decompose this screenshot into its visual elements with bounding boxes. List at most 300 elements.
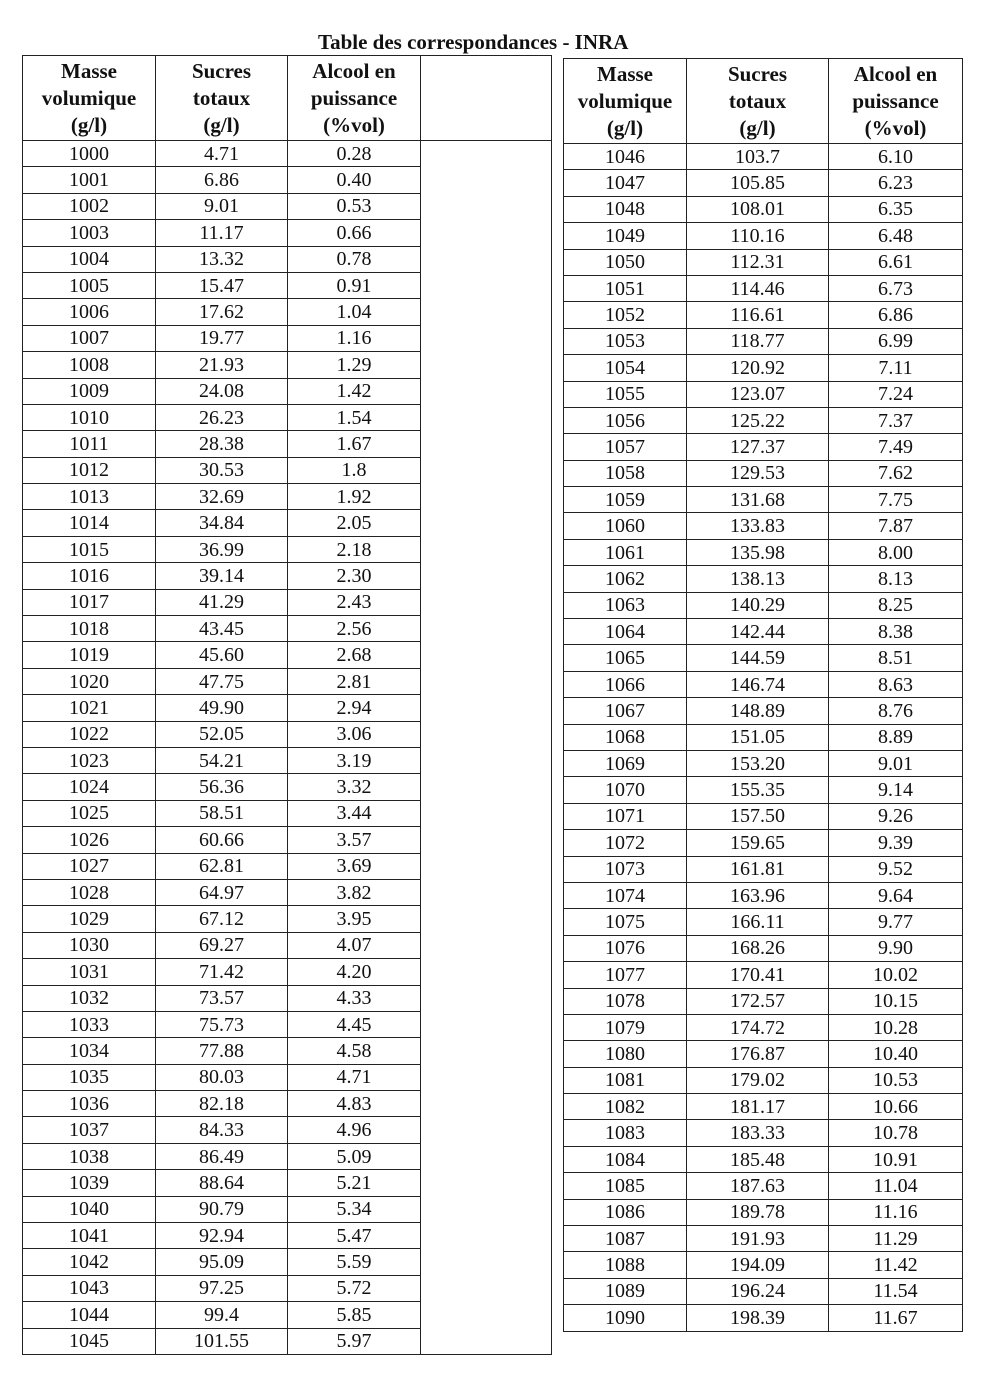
cell-masse-volumique: 1037 — [23, 1117, 156, 1143]
table-row — [564, 381, 963, 407]
cell-sucres-totaux: 54.21 — [156, 747, 288, 773]
cell-masse-volumique: 1007 — [23, 325, 156, 351]
cell-masse-volumique: 1071 — [564, 803, 687, 829]
cell-masse-volumique: 1042 — [23, 1249, 156, 1275]
cell-alcool-puissance: 11.67 — [829, 1305, 963, 1331]
cell-alcool-puissance: 4.45 — [288, 1011, 421, 1037]
header-line: Alcool en — [853, 61, 938, 86]
cell-alcool-puissance: 7.62 — [829, 460, 963, 486]
cell-sucres-totaux: 189.78 — [687, 1199, 829, 1225]
cell-alcool-puissance: 5.47 — [288, 1223, 421, 1249]
table-row — [564, 724, 963, 750]
cell-alcool-puissance: 4.07 — [288, 932, 421, 958]
cell-alcool-puissance: 9.01 — [829, 750, 963, 776]
cell-sucres-totaux: 11.17 — [156, 220, 288, 246]
cell-sucres-totaux: 71.42 — [156, 959, 288, 985]
cell-alcool-puissance: 5.72 — [288, 1275, 421, 1301]
table-row — [564, 935, 963, 961]
cell-alcool-puissance: 9.64 — [829, 882, 963, 908]
table-row — [564, 249, 963, 275]
blank-column-divider — [420, 140, 552, 141]
header-line: (%vol) — [323, 112, 385, 137]
table-row — [23, 1328, 421, 1354]
cell-masse-volumique: 1065 — [564, 645, 687, 671]
cell-sucres-totaux: 64.97 — [156, 879, 288, 905]
cell-sucres-totaux: 97.25 — [156, 1275, 288, 1301]
cell-sucres-totaux: 82.18 — [156, 1091, 288, 1117]
table-row — [564, 962, 963, 988]
table-row — [23, 747, 421, 773]
cell-masse-volumique: 1017 — [23, 589, 156, 615]
table-row — [23, 457, 421, 483]
table-row — [564, 671, 963, 697]
cell-alcool-puissance: 9.90 — [829, 935, 963, 961]
table-row — [23, 1117, 421, 1143]
cell-alcool-puissance: 9.52 — [829, 856, 963, 882]
cell-alcool-puissance: 6.73 — [829, 275, 963, 301]
table-row — [564, 1305, 963, 1331]
table-row — [564, 988, 963, 1014]
cell-alcool-puissance: 2.68 — [288, 642, 421, 668]
cell-alcool-puissance: 1.42 — [288, 378, 421, 404]
cell-sucres-totaux: 114.46 — [687, 275, 829, 301]
cell-alcool-puissance: 4.58 — [288, 1038, 421, 1064]
cell-sucres-totaux: 140.29 — [687, 592, 829, 618]
cell-sucres-totaux: 15.47 — [156, 272, 288, 298]
cell-sucres-totaux: 157.50 — [687, 803, 829, 829]
cell-alcool-puissance: 10.15 — [829, 988, 963, 1014]
cell-masse-volumique: 1008 — [23, 352, 156, 378]
cell-alcool-puissance: 9.14 — [829, 777, 963, 803]
table-row — [23, 272, 421, 298]
cell-alcool-puissance: 3.82 — [288, 879, 421, 905]
cell-alcool-puissance: 8.76 — [829, 698, 963, 724]
cell-masse-volumique: 1085 — [564, 1173, 687, 1199]
cell-alcool-puissance: 6.10 — [829, 144, 963, 170]
cell-sucres-totaux: 13.32 — [156, 246, 288, 272]
cell-sucres-totaux: 88.64 — [156, 1170, 288, 1196]
cell-sucres-totaux: 41.29 — [156, 589, 288, 615]
cell-masse-volumique: 1066 — [564, 671, 687, 697]
table-row — [23, 484, 421, 510]
cell-sucres-totaux: 198.39 — [687, 1305, 829, 1331]
cell-sucres-totaux: 99.4 — [156, 1302, 288, 1328]
cell-masse-volumique: 1002 — [23, 193, 156, 219]
cell-sucres-totaux: 131.68 — [687, 487, 829, 513]
table-row — [23, 167, 421, 193]
table-row — [564, 1278, 963, 1304]
cell-masse-volumique: 1044 — [23, 1302, 156, 1328]
cell-sucres-totaux: 67.12 — [156, 906, 288, 932]
table-row — [23, 906, 421, 932]
cell-sucres-totaux: 135.98 — [687, 539, 829, 565]
cell-alcool-puissance: 4.71 — [288, 1064, 421, 1090]
cell-alcool-puissance: 3.06 — [288, 721, 421, 747]
cell-sucres-totaux: 24.08 — [156, 378, 288, 404]
cell-sucres-totaux: 75.73 — [156, 1011, 288, 1037]
header-alcool-puissance — [829, 59, 963, 144]
cell-masse-volumique: 1075 — [564, 909, 687, 935]
table-row — [23, 563, 421, 589]
header-line: (g/l) — [739, 115, 776, 140]
cell-sucres-totaux: 187.63 — [687, 1173, 829, 1199]
cell-sucres-totaux: 123.07 — [687, 381, 829, 407]
table-row — [564, 1120, 963, 1146]
table-row — [23, 721, 421, 747]
table-row — [564, 355, 963, 381]
table-row — [564, 909, 963, 935]
cell-sucres-totaux: 28.38 — [156, 431, 288, 457]
cell-sucres-totaux: 21.93 — [156, 352, 288, 378]
cell-sucres-totaux: 153.20 — [687, 750, 829, 776]
cell-masse-volumique: 1060 — [564, 513, 687, 539]
table-row — [23, 959, 421, 985]
table-row — [23, 800, 421, 826]
table-row — [23, 695, 421, 721]
table-row — [23, 879, 421, 905]
header-alcool-puissance — [288, 56, 421, 141]
cell-masse-volumique: 1027 — [23, 853, 156, 879]
cell-sucres-totaux: 60.66 — [156, 827, 288, 853]
cell-alcool-puissance: 9.77 — [829, 909, 963, 935]
cell-masse-volumique: 1025 — [23, 800, 156, 826]
cell-sucres-totaux: 4.71 — [156, 141, 288, 167]
cell-sucres-totaux: 77.88 — [156, 1038, 288, 1064]
header-line: Masse — [61, 58, 117, 83]
table-row — [23, 193, 421, 219]
cell-alcool-puissance: 9.39 — [829, 830, 963, 856]
table-row — [564, 750, 963, 776]
cell-alcool-puissance: 6.35 — [829, 196, 963, 222]
cell-sucres-totaux: 163.96 — [687, 882, 829, 908]
cell-sucres-totaux: 84.33 — [156, 1117, 288, 1143]
cell-masse-volumique: 1087 — [564, 1226, 687, 1252]
cell-masse-volumique: 1029 — [23, 906, 156, 932]
cell-masse-volumique: 1070 — [564, 777, 687, 803]
cell-masse-volumique: 1074 — [564, 882, 687, 908]
cell-masse-volumique: 1050 — [564, 249, 687, 275]
table-row — [23, 141, 421, 167]
cell-masse-volumique: 1089 — [564, 1278, 687, 1304]
cell-masse-volumique: 1061 — [564, 539, 687, 565]
cell-alcool-puissance: 5.21 — [288, 1170, 421, 1196]
cell-alcool-puissance: 5.85 — [288, 1302, 421, 1328]
table-row — [23, 404, 421, 430]
table-row — [564, 434, 963, 460]
cell-masse-volumique: 1013 — [23, 484, 156, 510]
table-row — [564, 223, 963, 249]
cell-masse-volumique: 1005 — [23, 272, 156, 298]
cell-sucres-totaux: 105.85 — [687, 170, 829, 196]
cell-sucres-totaux: 170.41 — [687, 962, 829, 988]
cell-alcool-puissance: 4.83 — [288, 1091, 421, 1117]
cell-alcool-puissance: 8.63 — [829, 671, 963, 697]
table-row — [564, 1252, 963, 1278]
table-row — [564, 144, 963, 170]
table-row — [23, 1038, 421, 1064]
cell-sucres-totaux: 39.14 — [156, 563, 288, 589]
cell-alcool-puissance: 7.11 — [829, 355, 963, 381]
table-row — [23, 985, 421, 1011]
table-row — [23, 1249, 421, 1275]
cell-sucres-totaux: 34.84 — [156, 510, 288, 536]
cell-sucres-totaux: 127.37 — [687, 434, 829, 460]
cell-masse-volumique: 1059 — [564, 487, 687, 513]
cell-masse-volumique: 1009 — [23, 378, 156, 404]
cell-alcool-puissance: 0.28 — [288, 141, 421, 167]
cell-alcool-puissance: 10.02 — [829, 962, 963, 988]
cell-masse-volumique: 1051 — [564, 275, 687, 301]
cell-sucres-totaux: 103.7 — [687, 144, 829, 170]
cell-alcool-puissance: 8.51 — [829, 645, 963, 671]
cell-masse-volumique: 1043 — [23, 1275, 156, 1301]
cell-masse-volumique: 1063 — [564, 592, 687, 618]
cell-masse-volumique: 1062 — [564, 566, 687, 592]
cell-masse-volumique: 1049 — [564, 223, 687, 249]
cell-masse-volumique: 1084 — [564, 1146, 687, 1172]
cell-masse-volumique: 1088 — [564, 1252, 687, 1278]
header-line: volumique — [577, 88, 673, 113]
cell-alcool-puissance: 1.29 — [288, 352, 421, 378]
cell-masse-volumique: 1073 — [564, 856, 687, 882]
cell-sucres-totaux: 144.59 — [687, 645, 829, 671]
table-left — [22, 55, 421, 1355]
cell-sucres-totaux: 49.90 — [156, 695, 288, 721]
cell-masse-volumique: 1076 — [564, 935, 687, 961]
cell-sucres-totaux: 138.13 — [687, 566, 829, 592]
cell-alcool-puissance: 2.05 — [288, 510, 421, 536]
table-row — [564, 619, 963, 645]
cell-sucres-totaux: 194.09 — [687, 1252, 829, 1278]
table-row — [23, 1064, 421, 1090]
cell-masse-volumique: 1021 — [23, 695, 156, 721]
cell-masse-volumique: 1022 — [23, 721, 156, 747]
cell-sucres-totaux: 47.75 — [156, 668, 288, 694]
cell-alcool-puissance: 0.53 — [288, 193, 421, 219]
cell-alcool-puissance: 2.18 — [288, 536, 421, 562]
table-row — [564, 407, 963, 433]
cell-masse-volumique: 1048 — [564, 196, 687, 222]
cell-alcool-puissance: 7.49 — [829, 434, 963, 460]
cell-alcool-puissance: 3.57 — [288, 827, 421, 853]
table-row — [564, 460, 963, 486]
title-text: Table des correspondances - INRA — [318, 30, 629, 54]
cell-sucres-totaux: 90.79 — [156, 1196, 288, 1222]
table-row — [23, 536, 421, 562]
cell-masse-volumique: 1068 — [564, 724, 687, 750]
cell-masse-volumique: 1054 — [564, 355, 687, 381]
table-row — [564, 1199, 963, 1225]
table-row — [564, 1014, 963, 1040]
cell-sucres-totaux: 181.17 — [687, 1094, 829, 1120]
cell-sucres-totaux: 166.11 — [687, 909, 829, 935]
header-line: volumique — [41, 85, 137, 110]
cell-sucres-totaux: 6.86 — [156, 167, 288, 193]
cell-masse-volumique: 1080 — [564, 1041, 687, 1067]
cell-sucres-totaux: 155.35 — [687, 777, 829, 803]
cell-masse-volumique: 1003 — [23, 220, 156, 246]
cell-alcool-puissance: 10.66 — [829, 1094, 963, 1120]
cell-masse-volumique: 1001 — [23, 167, 156, 193]
table-row — [564, 196, 963, 222]
cell-alcool-puissance: 5.97 — [288, 1328, 421, 1354]
header-line: Sucres — [727, 61, 788, 86]
cell-sucres-totaux: 19.77 — [156, 325, 288, 351]
table-row — [564, 1146, 963, 1172]
table-row — [564, 803, 963, 829]
table-row — [23, 431, 421, 457]
table-row — [564, 882, 963, 908]
cell-alcool-puissance: 6.23 — [829, 170, 963, 196]
cell-sucres-totaux: 148.89 — [687, 698, 829, 724]
cell-sucres-totaux: 43.45 — [156, 616, 288, 642]
cell-alcool-puissance: 11.29 — [829, 1226, 963, 1252]
cell-masse-volumique: 1004 — [23, 246, 156, 272]
cell-alcool-puissance: 4.96 — [288, 1117, 421, 1143]
cell-alcool-puissance: 8.00 — [829, 539, 963, 565]
cell-alcool-puissance: 2.94 — [288, 695, 421, 721]
cell-masse-volumique: 1077 — [564, 962, 687, 988]
cell-alcool-puissance: 0.78 — [288, 246, 421, 272]
header-line: (%vol) — [864, 115, 927, 140]
table-row — [23, 1275, 421, 1301]
cell-alcool-puissance: 6.61 — [829, 249, 963, 275]
table-row — [564, 275, 963, 301]
cell-sucres-totaux: 108.01 — [687, 196, 829, 222]
table-row — [564, 592, 963, 618]
cell-sucres-totaux: 183.33 — [687, 1120, 829, 1146]
cell-sucres-totaux: 129.53 — [687, 460, 829, 486]
cell-alcool-puissance: 1.54 — [288, 404, 421, 430]
cell-sucres-totaux: 110.16 — [687, 223, 829, 249]
cell-alcool-puissance: 9.26 — [829, 803, 963, 829]
cell-alcool-puissance: 10.91 — [829, 1146, 963, 1172]
table-row — [23, 668, 421, 694]
cell-alcool-puissance: 5.34 — [288, 1196, 421, 1222]
cell-masse-volumique: 1047 — [564, 170, 687, 196]
cell-sucres-totaux: 151.05 — [687, 724, 829, 750]
cell-alcool-puissance: 6.48 — [829, 223, 963, 249]
cell-masse-volumique: 1046 — [564, 144, 687, 170]
cell-masse-volumique: 1019 — [23, 642, 156, 668]
table-row — [564, 777, 963, 803]
cell-sucres-totaux: 73.57 — [156, 985, 288, 1011]
cell-masse-volumique: 1036 — [23, 1091, 156, 1117]
cell-alcool-puissance: 4.33 — [288, 985, 421, 1011]
cell-alcool-puissance: 0.91 — [288, 272, 421, 298]
cell-masse-volumique: 1035 — [23, 1064, 156, 1090]
cell-sucres-totaux: 92.94 — [156, 1223, 288, 1249]
table-row — [23, 1011, 421, 1037]
table-row — [23, 1196, 421, 1222]
cell-sucres-totaux: 101.55 — [156, 1328, 288, 1354]
table-row — [23, 642, 421, 668]
cell-alcool-puissance: 11.42 — [829, 1252, 963, 1278]
cell-alcool-puissance: 11.04 — [829, 1173, 963, 1199]
cell-masse-volumique: 1078 — [564, 988, 687, 1014]
cell-masse-volumique: 1023 — [23, 747, 156, 773]
header-line: (g/l) — [606, 115, 644, 140]
table-row — [23, 246, 421, 272]
cell-masse-volumique: 1016 — [23, 563, 156, 589]
cell-alcool-puissance: 7.37 — [829, 407, 963, 433]
table-row — [564, 328, 963, 354]
cell-sucres-totaux: 176.87 — [687, 1041, 829, 1067]
cell-sucres-totaux: 69.27 — [156, 932, 288, 958]
cell-masse-volumique: 1067 — [564, 698, 687, 724]
cell-sucres-totaux: 62.81 — [156, 853, 288, 879]
cell-masse-volumique: 1015 — [23, 536, 156, 562]
table-row — [564, 487, 963, 513]
header-line: Masse — [597, 61, 653, 86]
table-row — [564, 1094, 963, 1120]
table-row — [23, 220, 421, 246]
cell-masse-volumique: 1072 — [564, 830, 687, 856]
table-row — [23, 299, 421, 325]
table-row — [564, 302, 963, 328]
cell-masse-volumique: 1069 — [564, 750, 687, 776]
table-row — [564, 645, 963, 671]
cell-alcool-puissance: 8.13 — [829, 566, 963, 592]
cell-masse-volumique: 1055 — [564, 381, 687, 407]
table-row — [564, 830, 963, 856]
cell-alcool-puissance: 3.19 — [288, 747, 421, 773]
header-masse-volumique — [23, 56, 156, 141]
cell-masse-volumique: 1010 — [23, 404, 156, 430]
cell-masse-volumique: 1045 — [23, 1328, 156, 1354]
cell-masse-volumique: 1057 — [564, 434, 687, 460]
cell-sucres-totaux: 179.02 — [687, 1067, 829, 1093]
cell-alcool-puissance: 7.87 — [829, 513, 963, 539]
cell-masse-volumique: 1053 — [564, 328, 687, 354]
cell-alcool-puissance: 8.38 — [829, 619, 963, 645]
cell-masse-volumique: 1090 — [564, 1305, 687, 1331]
cell-alcool-puissance: 11.54 — [829, 1278, 963, 1304]
cell-masse-volumique: 1006 — [23, 299, 156, 325]
cell-alcool-puissance: 6.86 — [829, 302, 963, 328]
table-row — [23, 589, 421, 615]
cell-masse-volumique: 1024 — [23, 774, 156, 800]
cell-alcool-puissance: 8.25 — [829, 592, 963, 618]
table-row — [23, 1302, 421, 1328]
cell-masse-volumique: 1086 — [564, 1199, 687, 1225]
cell-sucres-totaux: 80.03 — [156, 1064, 288, 1090]
cell-masse-volumique: 1041 — [23, 1223, 156, 1249]
cell-masse-volumique: 1081 — [564, 1067, 687, 1093]
cell-alcool-puissance: 2.30 — [288, 563, 421, 589]
cell-alcool-puissance: 5.59 — [288, 1249, 421, 1275]
cell-alcool-puissance: 0.40 — [288, 167, 421, 193]
header-line: (g/l) — [203, 112, 240, 137]
cell-alcool-puissance: 2.81 — [288, 668, 421, 694]
cell-alcool-puissance: 1.04 — [288, 299, 421, 325]
cell-sucres-totaux: 45.60 — [156, 642, 288, 668]
cell-sucres-totaux: 142.44 — [687, 619, 829, 645]
cell-masse-volumique: 1034 — [23, 1038, 156, 1064]
header-sucres-totaux — [156, 56, 288, 141]
cell-sucres-totaux: 174.72 — [687, 1014, 829, 1040]
table-row — [23, 616, 421, 642]
table-row — [23, 352, 421, 378]
table-row — [564, 1226, 963, 1252]
cell-sucres-totaux: 191.93 — [687, 1226, 829, 1252]
cell-sucres-totaux: 30.53 — [156, 457, 288, 483]
header-line: puissance — [852, 88, 939, 113]
cell-masse-volumique: 1056 — [564, 407, 687, 433]
header-line: Sucres — [191, 58, 252, 83]
cell-sucres-totaux: 112.31 — [687, 249, 829, 275]
header-line: Alcool en — [312, 58, 396, 83]
